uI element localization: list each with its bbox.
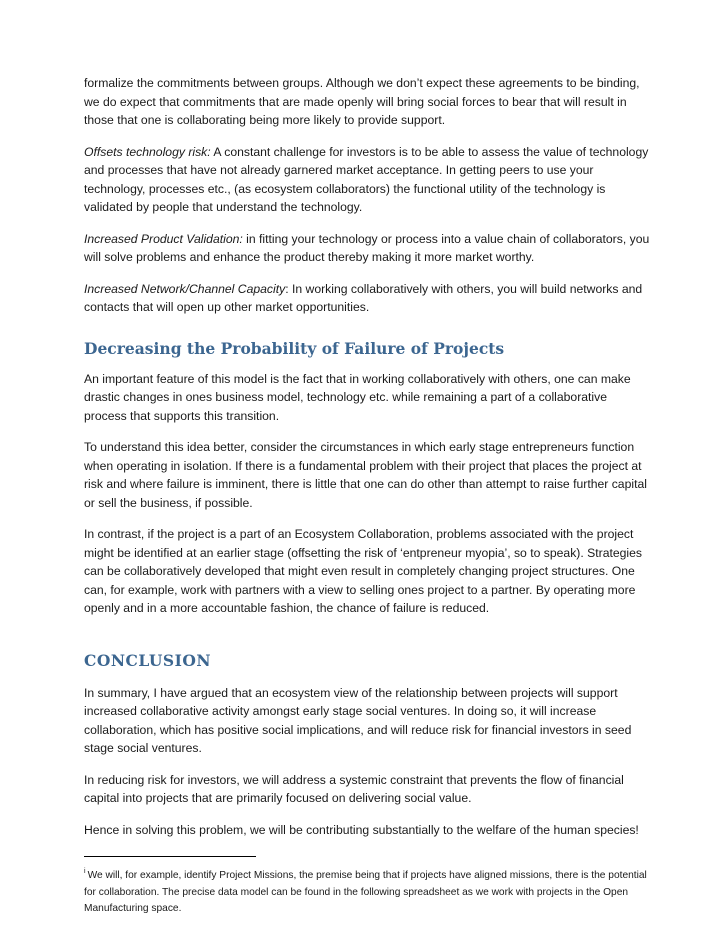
page-content — [84, 74, 650, 918]
footnote — [84, 864, 650, 918]
paragraph-hence: Hence in solving this problem, we will be contributing substantially to the welfare of the human species! — [84, 822, 639, 837]
paragraph-text: in fitting your technology or process into a value chain of collaborators, you will solve problems and enhance the product thereby making it more market worthy. — [84, 231, 650, 264]
paragraph-important-feature: An important feature of this model is the fact that in working collaboratively with others, one can make drastic changes in ones business model, technology etc. while remaining a part of a collaborative process that supports this transition. — [84, 371, 631, 423]
footnote-marker: i — [84, 868, 86, 875]
paragraph-in-summary: In summary, I have argued that an ecosystem view of the relationship between projects will support increased collaborative activity amongst early stage social ventures. In doing so, it will increase collaboration, which has positive social implications, and will reduce risk for financial investors in seed stage social ventures. — [84, 685, 632, 755]
footnote-text: We will, for example, identify Project Missions, the premise being that if projects have aligned missions, there is the potential for collaboration. The precise data model can be found in the following spreadsheet as we work with projects in the Open Manufacturing space. — [84, 870, 647, 914]
section-heading-decreasing-failure: Decreasing the Probability of Failure of Projects — [84, 338, 505, 358]
section-heading-conclusion: CONCLUSION — [84, 650, 212, 670]
paragraph-reducing-risk: In reducing risk for investors, we will address a systemic constraint that prevents the flow of financial capital into projects that are primarily focused on delivering social value. — [84, 772, 624, 805]
paragraph-network-capacity — [84, 280, 650, 317]
paragraph-text: : In working collaboratively with others, you will build networks and contacts that will open up other market opportunities. — [84, 281, 643, 314]
paragraph-in-contrast: In contrast, if the project is a part of an Ecosystem Collaboration, problems associated with the project might be identified at an earlier stage (offsetting the risk of ‘entpreneur myopia’, so to speak). Strategies can be collaboratively developed that might even result in completely changing project structures. One can, for example, work with partners with a view to selling ones project to a partner. By operating more openly and in a more accountable fashion, the chance of failure is reduced. — [84, 527, 642, 615]
term-offsets-technology-risk: Offsets technology risk: — [84, 144, 211, 159]
term-network-capacity: Increased Network/Channel Capacity — [84, 281, 286, 296]
paragraph-text: A constant challenge for investors is to be able to assess the value of technology and processes that have not already garnered market acceptance. In getting peers to use your technology, processes etc., (as ecosystem collaborators) the functional utility of the technology is validated by people that understand the technology. — [84, 144, 649, 214]
footnote-divider — [84, 856, 256, 857]
paragraph-understand-idea: To understand this idea better, consider the circumstances in which early stage entrepreneurs function when operating in isolation. If there is a fundamental problem with their project that places the project at risk and where failure is imminent, there is little that one can do other than attempt to raise further capital or sell the business, if possible. — [84, 440, 647, 510]
paragraph-offsets-technology-risk — [84, 143, 650, 217]
paragraph-commitments: formalize the commitments between groups. Although we don’t expect these agreements to be binding, we do expect that commitments that are made openly will bring social forces to bear that will result in those that one is collaborating being more likely to provide support. — [84, 76, 640, 127]
term-product-validation: Increased Product Validation: — [84, 231, 243, 246]
paragraph-product-validation — [84, 230, 650, 267]
